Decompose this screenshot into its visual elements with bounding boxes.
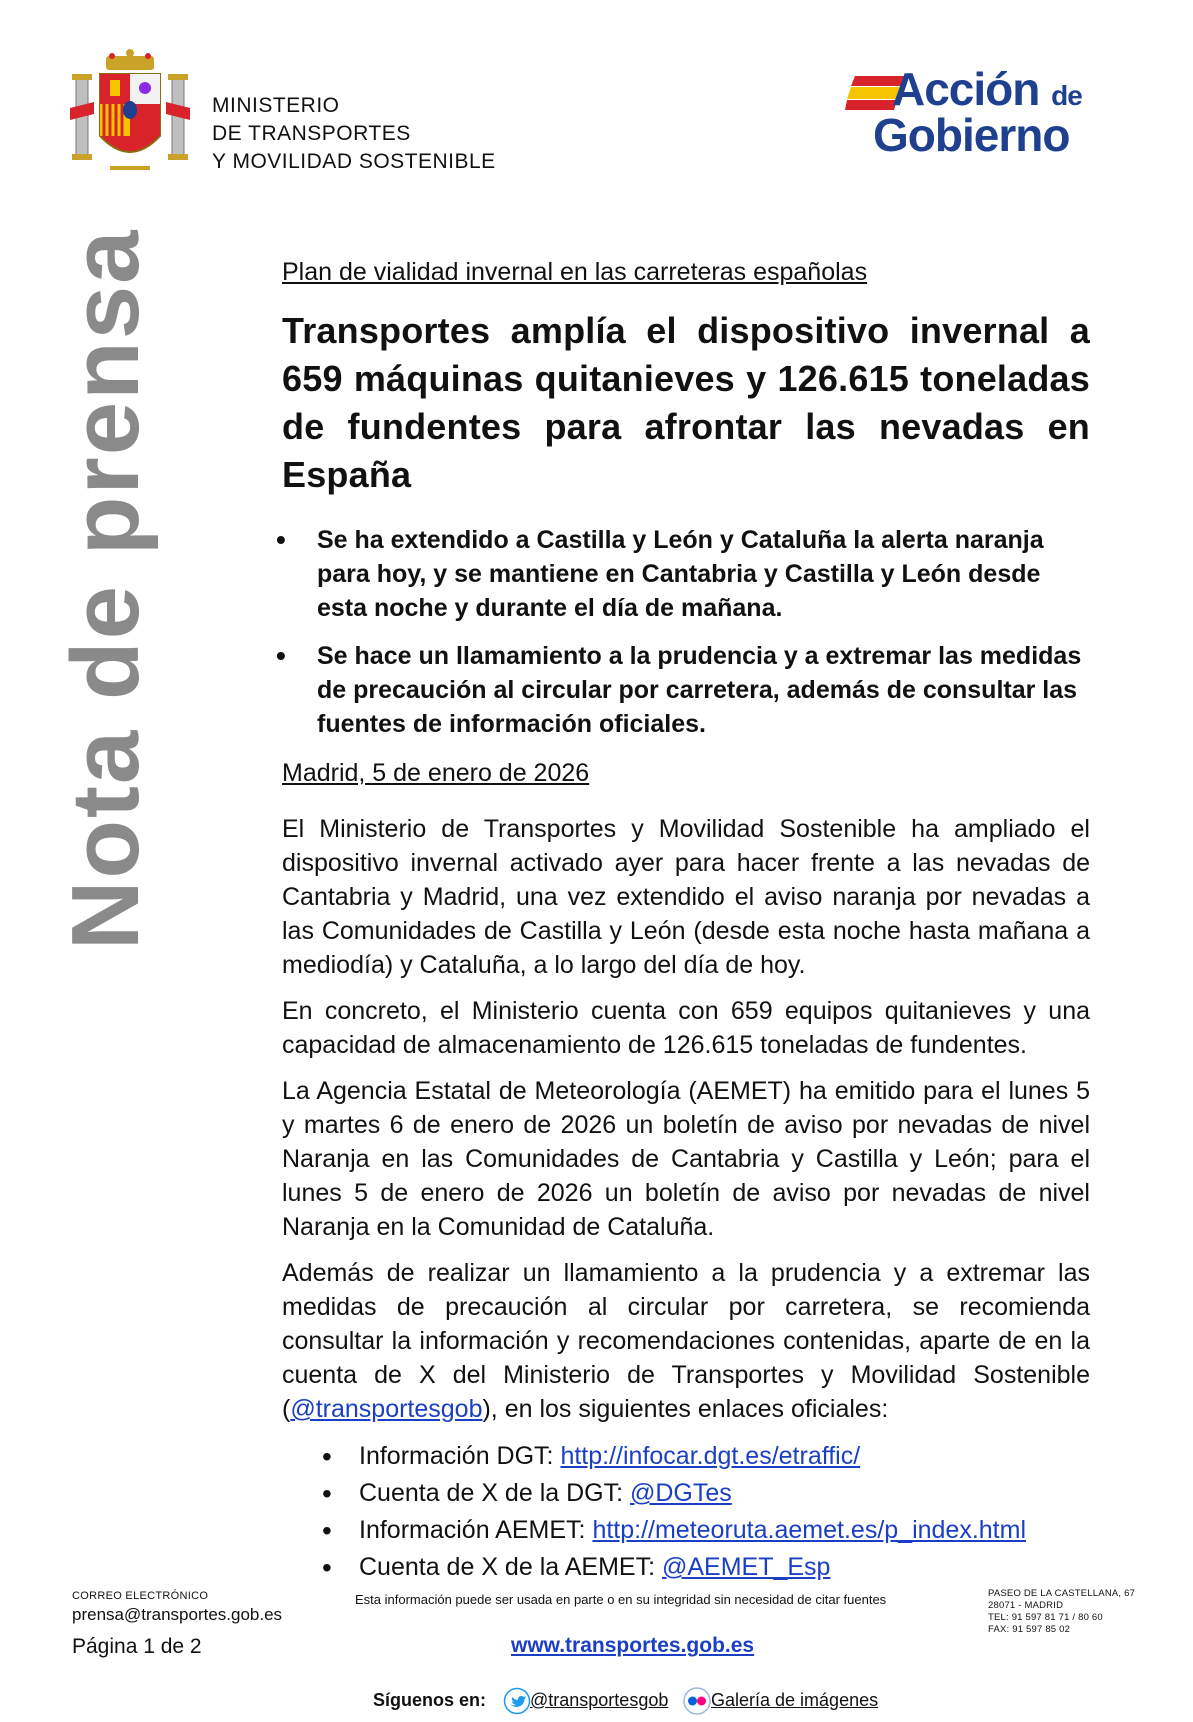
flickr-icon[interactable] — [682, 1687, 712, 1715]
ministry-name — [212, 92, 496, 176]
address-line: TEL: 91 597 81 71 / 80 60 — [988, 1612, 1103, 1623]
transportesgob-link[interactable]: @transportesgob — [290, 1395, 483, 1423]
paragraph — [282, 1256, 1090, 1426]
address-line: FAX: 91 597 85 02 — [988, 1624, 1071, 1635]
summary-bullets — [282, 523, 1090, 741]
accion-de-gobierno-logo — [845, 63, 1090, 161]
follow-label: Síguenos en: — [373, 1690, 487, 1710]
twitter-link[interactable]: @transportesgob — [530, 1690, 669, 1710]
ministry-line: DE TRANSPORTES — [212, 122, 411, 145]
ministry-line: MINISTERIO — [212, 94, 340, 117]
logo-text-line2: Gobierno — [873, 109, 1070, 161]
dateline: Madrid, 5 de enero de 2026 — [282, 759, 590, 787]
link-label: Información DGT: — [359, 1442, 561, 1470]
coat-of-arms-icon — [70, 48, 190, 178]
link-label: Información AEMET: — [359, 1516, 593, 1544]
page-number: Página 1 de 2 — [72, 1635, 202, 1658]
disclaimer: Esta información puede ser usada en parte o en su integridad sin necesidad de citar fuentes — [355, 1592, 887, 1607]
logo-word-accion: Acción — [892, 63, 1040, 115]
official-links-list — [282, 1438, 1090, 1586]
address-block — [988, 1588, 1135, 1636]
aemet-x-link[interactable]: @AEMET_Esp — [661, 1553, 831, 1581]
paragraph: En concreto, el Ministerio cuenta con 659 equipos quitanieves y una capacidad de almacenamiento de 126.615 toneladas de fundentes. — [282, 997, 1090, 1059]
headline: Transportes amplía el dispositivo invernal a 659 máquinas quitanieves y 126.615 toneladas de fundentes para afrontar las nevadas en España — [282, 310, 1090, 495]
summary-bullet: • Se ha extendido a Castilla y León y Cataluña la alerta naranja para hoy, y se mantiene en Cantabria y Castilla y León desde esta noche y durante el día de mañana. — [282, 523, 1090, 625]
list-item — [322, 1512, 1090, 1549]
email-label: CORREO ELECTRÓNICO — [72, 1590, 209, 1602]
kicker: Plan de vialidad invernal en las carreteras españolas — [282, 258, 868, 286]
aemet-info-link[interactable]: http://meteoruta.aemet.es/p_index.html — [592, 1516, 1027, 1544]
list-item — [322, 1475, 1090, 1512]
link-label: Cuenta de X de la AEMET: — [359, 1553, 662, 1581]
image-gallery-link[interactable]: Galería de imágenes — [711, 1690, 879, 1710]
website-link[interactable]: www.transportes.gob.es — [511, 1634, 755, 1657]
list-item — [322, 1438, 1090, 1475]
twitter-icon[interactable] — [503, 1687, 531, 1715]
dgt-info-link[interactable]: http://infocar.dgt.es/etraffic/ — [560, 1442, 861, 1470]
email-link[interactable]: prensa@transportes.gob.es — [72, 1605, 283, 1624]
address-line: PASEO DE LA CASTELLANA, 67 — [988, 1588, 1136, 1599]
ministry-line: Y MOVILIDAD SOSTENIBLE — [212, 150, 496, 173]
list-item — [322, 1549, 1090, 1586]
paragraph: La Agencia Estatal de Meteorología (AEMET) ha emitido para el lunes 5 y martes 6 de enero de 2026 un boletín de aviso por nevadas de nivel Naranja en las Comunidades de Cantabria y Castilla y León; para el lunes 5 de enero de 2026 un boletín de aviso por nevadas de nivel Naranja en la Comunidad de Cataluña. — [282, 1077, 1090, 1241]
side-title: Nota de prensa — [52, 228, 159, 950]
paragraph-text: ), en los siguientes enlaces oficiales: — [482, 1395, 889, 1423]
address-line: 28071 - MADRID — [988, 1600, 1064, 1611]
paragraph: El Ministerio de Transportes y Movilidad Sostenible ha ampliado el dispositivo invernal activado ayer para hacer frente a las nevadas de Cantabria y Madrid, una vez extendido el aviso naranja por nevadas a las Comunidades de Castilla y León (desde esta noche hasta mañana a mediodía) y Cataluña, a lo largo del día de hoy. — [282, 815, 1090, 979]
link-label: Cuenta de X de la DGT: — [359, 1479, 630, 1507]
dgt-x-link[interactable]: @DGTes — [629, 1479, 732, 1507]
press-release-body — [282, 258, 1090, 1586]
summary-bullet: • Se hace un llamamiento a la prudencia y a extremar las medidas de precaución al circular por carretera, además de consultar las fuentes de información oficiales. — [282, 639, 1090, 741]
logo-word-de: de — [1051, 80, 1082, 111]
paragraph-text: Además de realizar un llamamiento a la prudencia y a extremar las medidas de precaución al circular por carretera, se recomienda consultar la información y recomendaciones contenidas, aparte de en la cuenta de X del Ministerio de Transportes y Movilidad Sostenible ( — [282, 1259, 1090, 1423]
